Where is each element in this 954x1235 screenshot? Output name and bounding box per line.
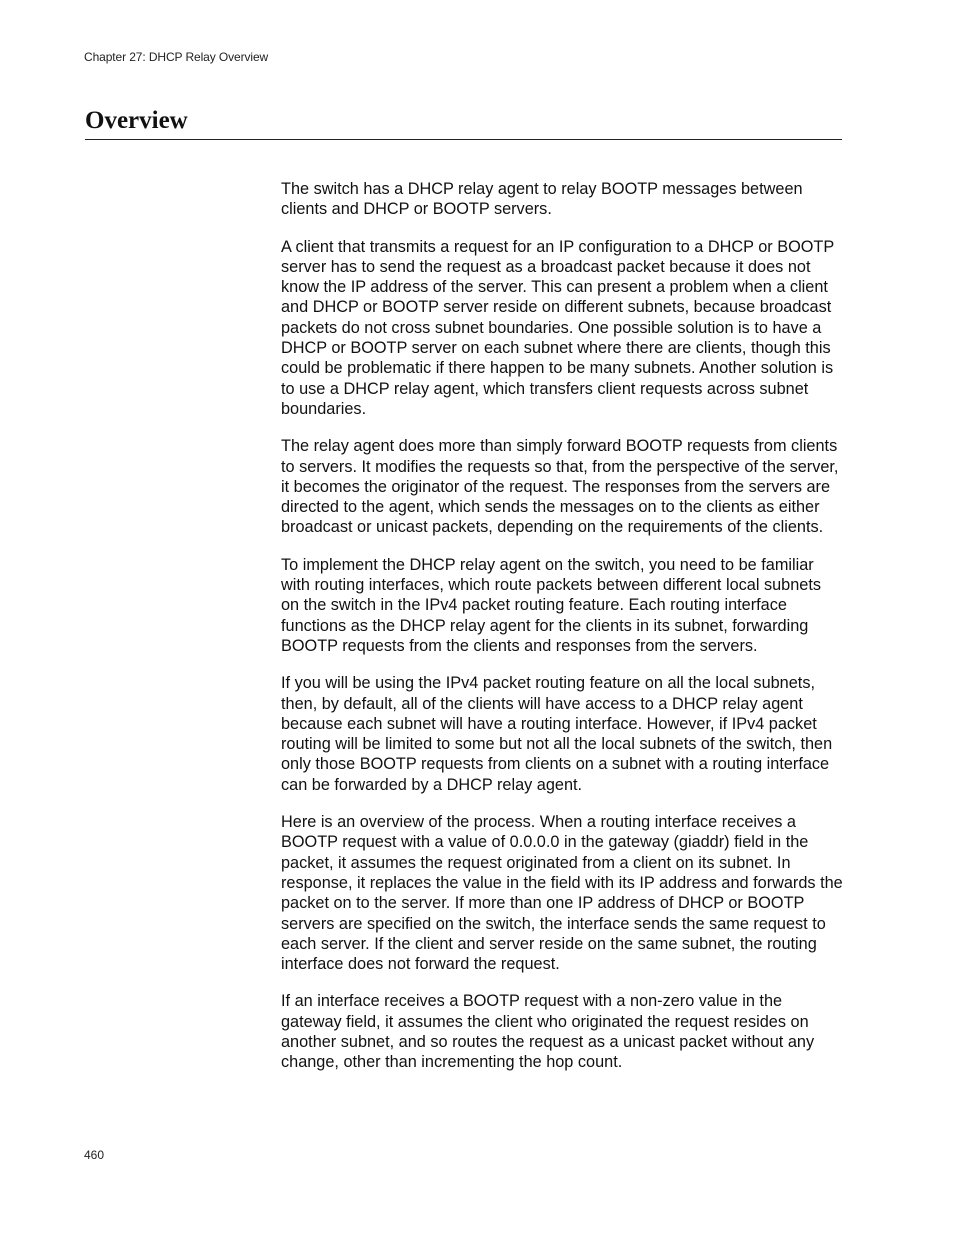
section-heading: Overview <box>85 107 188 134</box>
paragraph: To implement the DHCP relay agent on the switch, you need to be familiar with routing interfaces, which route packets between different local subnets on the switch in the IPv4 packet routing feature. Each routing interface functions as the DHCP relay agent for the clients in its subnet, forwarding BOOTP requests from the clients and responses from the servers. <box>281 555 821 655</box>
paragraph: If you will be using the IPv4 packet routing feature on all the local subnets, then, by default, all of the clients will have access to a DHCP relay agent because each subnet will have a routing interface. However, if IPv4 packet routing will be limited to some but not all the local subnets of the switch, then only those BOOTP requests from clients on a subnet with a routing interface can be forwarded by a DHCP relay agent. <box>281 674 833 794</box>
paragraph: The relay agent does more than simply forward BOOTP requests from clients to servers. It modifies the requests so that, from the perspective of the server, it becomes the originator of the request. The responses from the servers are directed to the agent, which sends the messages on to the clients as either broadcast or unicast packets, depending on the requirements of the clients. <box>281 437 839 537</box>
page-number: 460 <box>84 1148 105 1162</box>
running-header: Chapter 27: DHCP Relay Overview <box>84 50 269 64</box>
body-text <box>281 179 843 1090</box>
paragraph: Here is an overview of the process. When a routing interface receives a BOOTP request with a value of 0.0.0.0 in the gateway (giaddr) field in the packet, it assumes the request originated from a client on its subnet. In response, it replaces the value in the field with its IP address and forwards the packet on to the server. If more than one IP address of DHCP or BOOTP servers are specified on the switch, the interface sends the same request to each server. If the client and server reside on the same subnet, the routing interface does not forward the request. <box>281 813 843 974</box>
heading-rule <box>85 139 842 140</box>
paragraph: The switch has a DHCP relay agent to relay BOOTP messages between clients and DHCP or BOOTP servers. <box>281 180 803 219</box>
paragraph: A client that transmits a request for an IP configuration to a DHCP or BOOTP server has to send the request as a broadcast packet because it does not know the IP address of the server. This can present a problem when a client and DHCP or BOOTP server reside on different subnets, because broadcast packets do not cross subnet boundaries. One possible solution is to have a DHCP or BOOTP server on each subnet where there are clients, though this could be problematic if there happen to be many subnets. Another solution is to use a DHCP relay agent, which transfers client requests across subnet boundaries. <box>281 237 834 418</box>
paragraph: If an interface receives a BOOTP request with a non-zero value in the gateway field, it assumes the client who originated the request resides on another subnet, and so routes the request as a unicast packet without any change, other than incrementing the hop count. <box>281 992 815 1072</box>
